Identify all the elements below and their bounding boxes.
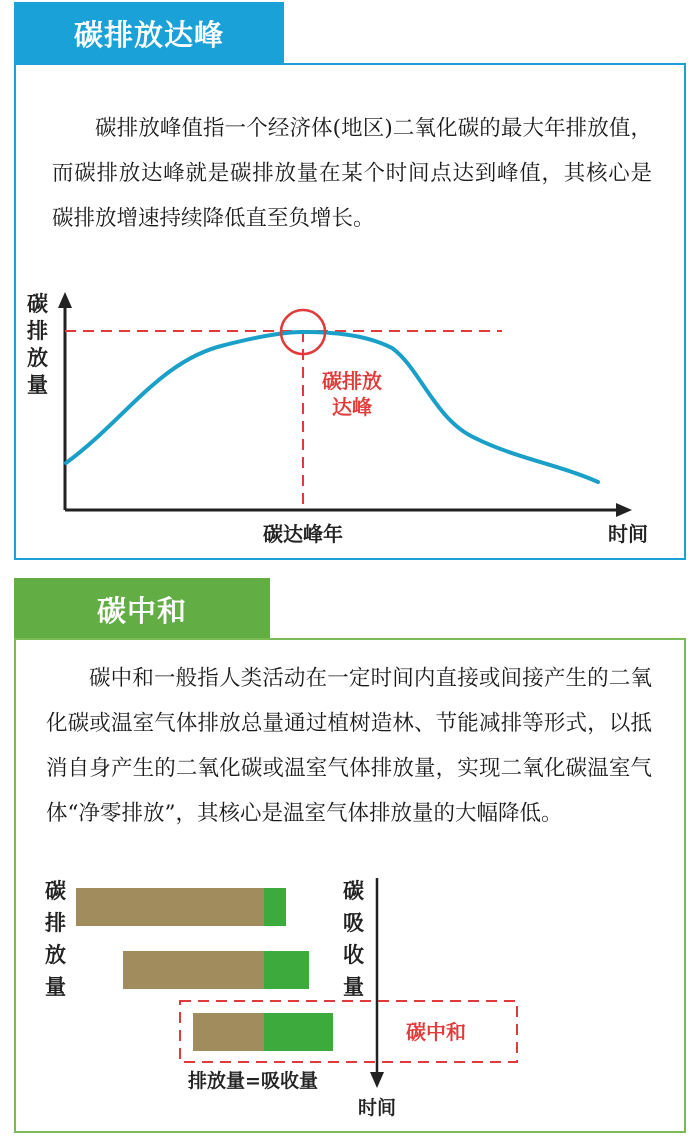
emission-label-3: 放 xyxy=(45,943,66,967)
absorption-label-4: 量 xyxy=(343,975,364,999)
section2-paragraph: 碳中和一般指人类活动在一定时间内直接或间接产生的二氧化碳或温室气体排放总量通过植树造林、节能减排等形式，以抵消自身产生的二氧化碳或温室气体排放量，实现二氧化碳温室气体“净零排放”，其核心是温室气体排放量的大幅降低。 xyxy=(46,666,652,826)
y-axis-label-4: 量 xyxy=(27,373,48,397)
x-axis-arrow xyxy=(616,503,632,517)
section1-title: 碳排放达峰 xyxy=(14,2,284,64)
peak-label-1: 碳排放 xyxy=(322,369,382,393)
neutrality-box-label: 碳中和 xyxy=(406,1020,466,1044)
emission-label-4: 量 xyxy=(45,975,66,999)
y-axis-arrow xyxy=(58,292,72,308)
absorption-label-1: 碳 xyxy=(343,879,364,903)
section1-paragraph: 碳排放峰值指一个经济体(地区)二氧化碳的最大年排放值，而碳排放达峰就是碳排放量在某个时间点达到峰值，其核心是碳排放增速持续降低直至负增长。 xyxy=(52,116,652,231)
peak-year-label: 碳达峰年 xyxy=(263,522,343,546)
x-axis-label: 时间 xyxy=(608,522,648,546)
peak-label-2: 达峰 xyxy=(332,395,372,419)
y-axis-label-1: 碳 xyxy=(27,292,48,316)
equation-label: 排放量=吸收量 xyxy=(188,1070,318,1092)
peak-diagram xyxy=(27,292,648,546)
y-axis-label-3: 放 xyxy=(27,346,48,370)
emission-label-2: 排 xyxy=(45,911,66,935)
section2-title: 碳中和 xyxy=(14,578,270,640)
emission-label-1: 碳 xyxy=(45,879,66,903)
absorption-label-3: 收 xyxy=(343,943,364,967)
y-axis-label-2: 排 xyxy=(27,319,48,343)
absorption-label-2: 吸 xyxy=(343,911,364,935)
time-axis-label: 时间 xyxy=(357,1097,397,1119)
